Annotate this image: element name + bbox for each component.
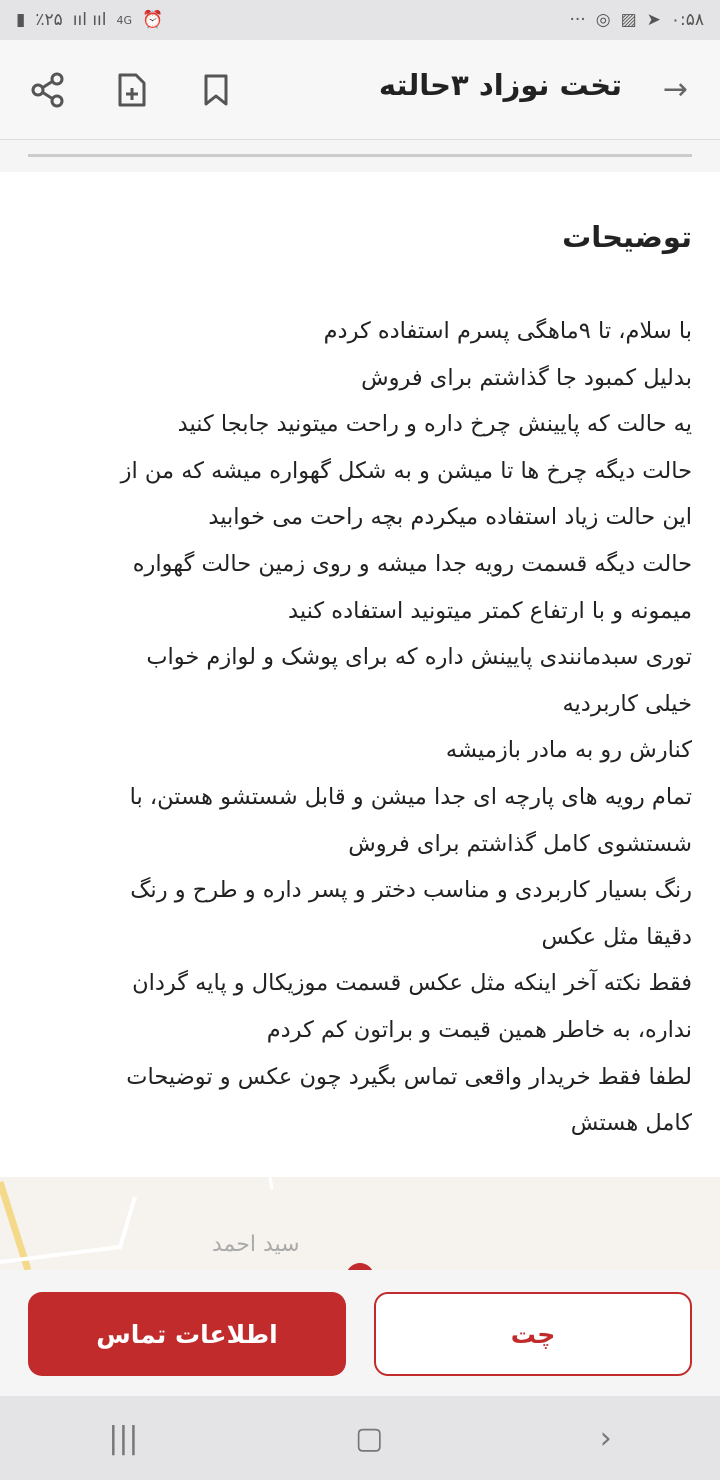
status-bar — [0, 0, 720, 40]
battery-icon: ▮ — [16, 10, 26, 30]
description-line: با سلام، تا ۹ماهگی پسرم استفاده کردم — [323, 318, 692, 344]
description-section — [0, 172, 720, 1177]
description-line: توری سبدمانندی پایینش داره که برای پوشک و لوازم خواب — [146, 644, 692, 671]
clock: ۰:۵۸ — [670, 10, 704, 30]
description-line: بدلیل کمبود جا گذاشتم برای فروش — [361, 364, 692, 391]
map-place-label: سید احمد — [212, 1232, 300, 1257]
share-icon[interactable] — [28, 70, 68, 110]
contact-info-button[interactable]: اطلاعات تماس — [28, 1292, 346, 1376]
description-line: این حالت زیاد استفاده میکردم بچه راحت می خوابید — [208, 504, 692, 531]
add-note-icon[interactable] — [112, 70, 152, 110]
description-line: یه حالت که پایینش چرخ داره و راحت میتونید جابجا کنید — [177, 411, 692, 438]
telegram-icon: ➤ — [646, 10, 661, 30]
map-roads — [0, 1177, 720, 1270]
description-line: دقیقا مثل عکس — [541, 923, 692, 950]
battery-level: ٪۲۵ — [35, 10, 63, 30]
app-header — [0, 40, 720, 140]
signal-icon: ııl ııl — [72, 10, 107, 30]
description-line: خیلی کاربردیه — [562, 690, 692, 717]
gallery-icon: ▨ — [620, 10, 637, 30]
location-map[interactable] — [0, 1177, 720, 1270]
network-type: 4G — [116, 13, 133, 27]
description-line: نداره، به خاطر همین قیمت و براتون کم کردم — [266, 1016, 692, 1043]
page-title: تخت نوزاد ۳حالته — [378, 68, 622, 102]
instagram-icon: ◎ — [595, 10, 611, 30]
description-line: میمونه و با ارتفاع کمتر میتونید استفاده کنید — [288, 597, 692, 624]
description-line: فقط نکته آخر اینکه مثل عکس قسمت موزیکال و پایه گردان — [132, 970, 692, 997]
description-line: کامل هستش — [570, 1110, 692, 1137]
back-icon[interactable]: › — [599, 1420, 612, 1456]
action-bar — [0, 1270, 720, 1396]
description-line: رنگ بسیار کاربردی و مناسب دختر و پسر داره و طرح و رنگ — [130, 877, 692, 904]
alarm-icon: ⏰ — [142, 10, 164, 30]
description-line: کنارش رو به مادر بازمیشه — [445, 737, 692, 764]
description-line: تمام رویه های پارچه ای جدا میشن و قابل شستشو هستن، با — [129, 783, 692, 810]
description-line: حالت دیگه چرخ ها تا میشن و به شکل گهواره میشه که من از — [120, 457, 692, 484]
description-text — [22, 308, 692, 1147]
divider — [28, 154, 692, 157]
home-icon[interactable]: ▢ — [354, 1420, 384, 1456]
back-arrow-icon[interactable]: → — [662, 72, 688, 107]
chat-button[interactable]: چت — [374, 1292, 692, 1376]
system-nav-bar — [0, 1396, 720, 1480]
description-line: لطفا فقط خریدار واقعی تماس بگیرد چون عکس و توضیحات — [126, 1063, 692, 1090]
recent-apps-icon[interactable]: ||| — [108, 1420, 139, 1456]
description-line: حالت دیگه قسمت رویه جدا میشه و روی زمین حالت گهواره — [132, 550, 692, 577]
more-notifications-icon: ··· — [569, 10, 586, 30]
description-line: شستشوی کامل گذاشتم برای فروش — [348, 830, 692, 857]
description-heading: توضیحات — [562, 220, 692, 254]
bookmark-icon[interactable] — [196, 70, 236, 110]
